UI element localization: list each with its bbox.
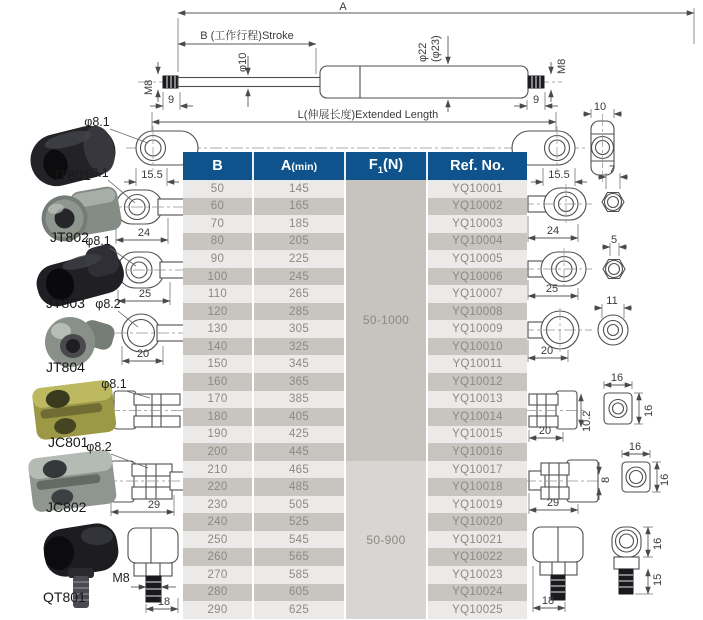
jt803-head-width-dim: 25 xyxy=(138,288,152,300)
jt804-hole-dia-label: φ8.2 xyxy=(95,297,121,311)
stroke-cell: 180 xyxy=(183,408,253,426)
jc802-head-width-dim-right: 29 xyxy=(546,497,560,509)
ref-no-cell: YQ10020 xyxy=(427,513,527,531)
min-length-cell: 405 xyxy=(253,408,345,426)
jc801-side-view-drawing-left xyxy=(108,391,192,429)
qt801-side-view-drawing xyxy=(533,527,583,612)
jt803-side-view-drawing xyxy=(522,248,592,300)
stroke-cell: 140 xyxy=(183,338,253,356)
ref-no-cell: YQ10002 xyxy=(427,198,527,216)
min-length-cell: 365 xyxy=(253,373,345,391)
table-row xyxy=(183,180,527,198)
jt804-head-width-dim-right: 20 xyxy=(540,345,554,357)
qt801-thread-label: M8 xyxy=(112,571,130,585)
stroke-cell: 100 xyxy=(183,268,253,286)
qt801-label: QT801 xyxy=(43,589,86,605)
stroke-cell: 110 xyxy=(183,285,253,303)
jc802-end-view-drawing xyxy=(622,441,671,492)
jc802-slot-width-dim: 8 xyxy=(600,476,612,483)
ref-no-cell: YQ10003 xyxy=(427,215,527,233)
dim-thread-right-label: M8 xyxy=(556,58,568,74)
stroke-cell: 160 xyxy=(183,373,253,391)
jt802-end-width-dim: 7 xyxy=(608,164,616,176)
ref-no-cell: YQ10004 xyxy=(427,233,527,251)
dim-overall-length-label: A xyxy=(339,1,347,13)
jt803-label: JT803 xyxy=(46,295,85,311)
stroke-cell: 50 xyxy=(183,180,253,198)
jt804-side-view-drawing-left xyxy=(115,314,192,365)
ref-no-cell: YQ10024 xyxy=(427,584,527,602)
jt804-label: JT804 xyxy=(46,359,85,375)
stroke-cell: 220 xyxy=(183,478,253,496)
min-length-cell: 245 xyxy=(253,268,345,286)
min-length-cell: 325 xyxy=(253,338,345,356)
jt804-end-width-dim: 11 xyxy=(606,295,618,307)
stroke-cell: 190 xyxy=(183,426,253,444)
gas-spring-drawing xyxy=(138,1,694,132)
ref-no-cell: YQ10021 xyxy=(427,531,527,549)
jt803-hole-dia-label: φ8.1 xyxy=(85,234,111,248)
jc802-head-width-dim: 29 xyxy=(147,499,161,511)
col-header-stroke: B xyxy=(183,152,253,180)
ref-no-cell: YQ10017 xyxy=(427,461,527,479)
min-length-cell: 445 xyxy=(253,443,345,461)
min-length-cell: 525 xyxy=(253,513,345,531)
jt804-side-view-drawing xyxy=(522,308,592,362)
jc802-hole-dia-label: φ8.2 xyxy=(86,440,112,454)
min-length-cell: 605 xyxy=(253,584,345,602)
min-length-cell: 565 xyxy=(253,548,345,566)
stroke-cell: 150 xyxy=(183,355,253,373)
force-range-cell: 50-1000 xyxy=(345,180,427,461)
jc801-end-height-dim: 16 xyxy=(643,404,655,417)
qt801-body-width-dim-right: 18 xyxy=(541,595,555,607)
jt803-side-view-drawing-left xyxy=(112,252,192,305)
stroke-cell: 130 xyxy=(183,320,253,338)
col-header-min-length: A(min) xyxy=(253,152,345,180)
ref-no-cell: YQ10016 xyxy=(427,443,527,461)
min-length-cell: 205 xyxy=(253,233,345,251)
dim-tube-diameter-alt-label: (φ23) xyxy=(430,35,442,62)
jt801-end-view-drawing xyxy=(583,101,622,182)
ref-no-cell: YQ10014 xyxy=(427,408,527,426)
ref-no-cell: YQ10018 xyxy=(427,478,527,496)
dim-rod-diameter-label: φ10 xyxy=(237,52,249,72)
jc801-side-view-drawing xyxy=(524,391,593,442)
dim-stroke-label: B (工作行程)Stroke xyxy=(200,30,294,42)
ref-no-cell: YQ10019 xyxy=(427,496,527,514)
jc802-end-height-dim: 16 xyxy=(659,473,671,486)
table-row xyxy=(183,461,527,479)
stroke-cell: 210 xyxy=(183,461,253,479)
stroke-cell: 270 xyxy=(183,566,253,584)
min-length-cell: 485 xyxy=(253,478,345,496)
min-length-cell: 285 xyxy=(253,303,345,321)
jt802-hole-dia-label: φ8.1 xyxy=(83,166,109,180)
stroke-cell: 200 xyxy=(183,443,253,461)
ref-no-cell: YQ10006 xyxy=(427,268,527,286)
min-length-cell: 145 xyxy=(253,180,345,198)
min-length-cell: 345 xyxy=(253,355,345,373)
stroke-cell: 80 xyxy=(183,233,253,251)
stroke-cell: 230 xyxy=(183,496,253,514)
jc802-end-width-dim: 16 xyxy=(628,441,642,453)
min-length-cell: 265 xyxy=(253,285,345,303)
jc801-head-width-dim: 20 xyxy=(538,425,552,437)
ref-no-cell: YQ10022 xyxy=(427,548,527,566)
jt802-side-view-drawing xyxy=(522,184,592,242)
min-length-cell: 165 xyxy=(253,198,345,216)
ref-no-cell: YQ10012 xyxy=(427,373,527,391)
min-length-cell: 225 xyxy=(253,250,345,268)
jt801-end-width-dim: 10 xyxy=(593,101,607,113)
jc802-side-view-drawing-left xyxy=(105,461,192,516)
jt802-label: JT802 xyxy=(50,229,89,245)
stroke-cell: 240 xyxy=(183,513,253,531)
jt804-end-view-drawing xyxy=(594,295,632,345)
jt802-head-width-dim: 24 xyxy=(137,227,151,239)
stroke-cell: 120 xyxy=(183,303,253,321)
ref-no-cell: YQ10001 xyxy=(427,180,527,198)
stroke-cell: 280 xyxy=(183,584,253,602)
ref-no-cell: YQ10008 xyxy=(427,303,527,321)
stroke-cell: 90 xyxy=(183,250,253,268)
jc801-end-width-dim: 16 xyxy=(610,372,624,384)
jt802-head-width-dim-right: 24 xyxy=(546,225,560,237)
jt804-head-width-dim: 20 xyxy=(136,348,150,360)
ref-no-cell: YQ10015 xyxy=(427,426,527,444)
dim-thread-left-label: M8 xyxy=(143,79,155,95)
jc802-label: JC802 xyxy=(46,499,87,515)
spec-table-body xyxy=(183,180,527,619)
dim-tube-diameter-label: φ22 xyxy=(417,42,429,62)
ref-no-cell: YQ10025 xyxy=(427,601,527,619)
qt801-side-view-drawing-left xyxy=(112,528,178,613)
jc801-label: JC801 xyxy=(48,434,89,450)
min-length-cell: 425 xyxy=(253,426,345,444)
jt801-label: JT801 xyxy=(52,167,91,183)
ref-no-cell: YQ10005 xyxy=(427,250,527,268)
dim-extended-length-label: L(伸展长度)Extended Length xyxy=(297,109,439,121)
jc801-hole-dia-label: φ8.1 xyxy=(101,377,127,391)
dim-thread-right-length-label: 9 xyxy=(532,94,540,106)
spec-table xyxy=(183,152,527,619)
min-length-cell: 545 xyxy=(253,531,345,549)
jt801-hole-dia-label: φ8.1 xyxy=(84,115,110,129)
qt801-end-view-drawing xyxy=(612,527,664,594)
jc801-end-view-drawing xyxy=(604,372,655,424)
min-length-cell: 385 xyxy=(253,391,345,409)
min-length-cell: 465 xyxy=(253,461,345,479)
jt803-end-width-dim: 5 xyxy=(610,234,618,246)
jt803-head-width-dim-right: 25 xyxy=(545,283,559,295)
jt801-head-width-dim-right: 15.5 xyxy=(548,169,570,181)
table-header-row xyxy=(183,152,527,180)
jc801-hole-offset-dim: 10.2 xyxy=(581,410,593,432)
qt801-end-height-dim: 16 xyxy=(652,537,664,550)
ref-no-cell: YQ10007 xyxy=(427,285,527,303)
ref-no-cell: YQ10010 xyxy=(427,338,527,356)
ref-no-cell: YQ10011 xyxy=(427,355,527,373)
stroke-cell: 70 xyxy=(183,215,253,233)
stroke-cell: 250 xyxy=(183,531,253,549)
stroke-cell: 290 xyxy=(183,601,253,619)
jt802-side-view-drawing-left xyxy=(110,190,192,244)
col-header-ref: Ref. No. xyxy=(427,152,527,180)
jt803-end-view-drawing xyxy=(602,234,627,279)
stroke-cell: 260 xyxy=(183,548,253,566)
stroke-cell: 170 xyxy=(183,391,253,409)
jt801-head-width-dim: 15.5 xyxy=(141,169,163,181)
min-length-cell: 305 xyxy=(253,320,345,338)
stroke-cell: 60 xyxy=(183,198,253,216)
min-length-cell: 185 xyxy=(253,215,345,233)
min-length-cell: 505 xyxy=(253,496,345,514)
ref-no-cell: YQ10023 xyxy=(427,566,527,584)
force-range-cell: 50-900 xyxy=(345,461,427,619)
qt801-body-width-dim: 18 xyxy=(157,596,171,608)
ref-no-cell: YQ10009 xyxy=(427,320,527,338)
min-length-cell: 625 xyxy=(253,601,345,619)
col-header-force: $F_1(N)$ xyxy=(345,152,427,180)
jc802-side-view-drawing xyxy=(524,460,612,514)
min-length-cell: 585 xyxy=(253,566,345,584)
qt801-thread-length-dim: 15 xyxy=(652,573,664,586)
dim-thread-left-length-label: 9 xyxy=(167,94,175,106)
ref-no-cell: YQ10013 xyxy=(427,391,527,409)
